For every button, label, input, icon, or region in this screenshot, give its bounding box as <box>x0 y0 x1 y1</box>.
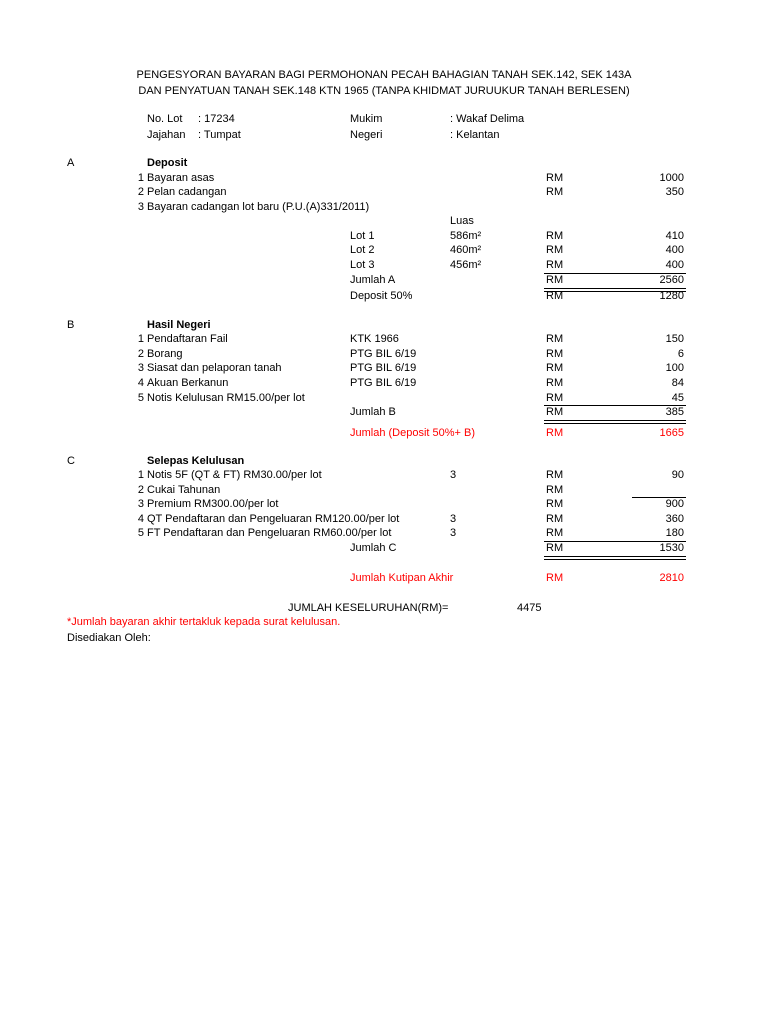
lot-amount: 410 <box>665 230 684 242</box>
currency-label: RM <box>546 377 564 389</box>
currency-label: RM <box>546 186 564 198</box>
lot-amount: 400 <box>665 259 684 271</box>
item-amount: 1000 <box>659 172 684 184</box>
jumlah-c-label: Jumlah C <box>350 542 397 554</box>
currency-label: RM <box>546 392 564 404</box>
item-amount: 150 <box>665 333 684 345</box>
lot-luas: 586m² <box>450 230 482 242</box>
item-amount: 6 <box>677 348 684 360</box>
jumlah-a-amount: 2560 <box>659 274 684 286</box>
item-label: Bayaran asas <box>147 172 215 184</box>
deposit-plus-b-label: Jumlah (Deposit 50%+ B) <box>350 427 476 439</box>
item-number: 3 <box>137 498 144 510</box>
currency-label: RM <box>546 259 564 271</box>
item-amount: 90 <box>671 469 684 481</box>
item-number: 5 <box>137 392 144 404</box>
lot-name: Lot 1 <box>350 230 375 242</box>
approval-note: *Jumlah bayaran akhir tertakluk kepada surat kelulusan. <box>67 616 341 628</box>
item-label: Cukai Tahunan <box>147 484 221 496</box>
item-number: 2 <box>137 348 144 360</box>
item-number: 3 <box>137 362 144 374</box>
jumlah-a-label: Jumlah A <box>350 274 396 286</box>
item-quantity: 3 <box>450 469 457 481</box>
deposit-plus-b-amount: 1665 <box>659 427 684 439</box>
lot-amount: 400 <box>665 244 684 256</box>
item-amount: 350 <box>665 186 684 198</box>
currency-label: RM <box>546 542 564 554</box>
double-underline <box>544 420 686 424</box>
item-number: 1 <box>137 333 144 345</box>
item-amount: 45 <box>671 392 684 404</box>
item-label: Notis 5F (QT & FT) RM30.00/per lot <box>147 469 322 481</box>
jumlah-kutipan-akhir-label: Jumlah Kutipan Akhir <box>350 572 454 584</box>
item-number: 4 <box>137 377 144 389</box>
jajahan-value: : Tumpat <box>198 129 241 141</box>
section-b-letter: B <box>67 319 75 331</box>
item-amount: 180 <box>665 527 684 539</box>
section-b-title: Hasil Negeri <box>147 319 211 331</box>
currency-label: RM <box>546 498 564 510</box>
item-amount: 84 <box>671 377 684 389</box>
section-c-letter: C <box>67 455 75 467</box>
grand-total-value: 4475 <box>517 602 542 614</box>
item-number: 4 <box>137 513 144 525</box>
prepared-by-label: Disediakan Oleh: <box>67 632 151 644</box>
mukim-label: Mukim <box>350 113 383 125</box>
currency-label: RM <box>546 230 564 242</box>
currency-label: RM <box>546 274 564 286</box>
item-label: Akuan Berkanun <box>147 377 229 389</box>
currency-label: RM <box>546 527 564 539</box>
no-lot-value: : 17234 <box>198 113 235 125</box>
negeri-label: Negeri <box>350 129 383 141</box>
item-amount: 360 <box>665 513 684 525</box>
item-quantity: 3 <box>450 513 457 525</box>
lot-luas: 456m² <box>450 259 482 271</box>
item-label: Siasat dan pelaporan tanah <box>147 362 282 374</box>
item-reference: KTK 1966 <box>350 333 399 345</box>
item-amount: 100 <box>665 362 684 374</box>
title-line-2: DAN PENYATUAN TANAH SEK.148 KTN 1965 (TANPA KHIDMAT JURUUKUR TANAH BERLESEN) <box>138 85 630 97</box>
item-number: 1 <box>137 172 144 184</box>
jumlah-kutipan-akhir-amount: 2810 <box>659 572 684 584</box>
item-label: Notis Kelulusan RM15.00/per lot <box>147 392 305 404</box>
currency-label: RM <box>546 469 564 481</box>
item-number: 2 <box>137 186 144 198</box>
negeri-value: : Kelantan <box>450 129 500 141</box>
item-label: Pelan cadangan <box>147 186 227 198</box>
currency-label: RM <box>546 244 564 256</box>
section-a-letter: A <box>67 157 75 169</box>
currency-label: RM <box>546 362 564 374</box>
item-amount: 900 <box>665 498 684 510</box>
item-label: Pendaftaran Fail <box>147 333 228 345</box>
item-number: 3 <box>137 201 144 213</box>
item-reference: PTG BIL 6/19 <box>350 362 417 374</box>
currency-label: RM <box>546 348 564 360</box>
item-label: Borang <box>147 348 183 360</box>
item-quantity: 3 <box>450 527 457 539</box>
currency-label: RM <box>546 333 564 345</box>
item-label: Premium RM300.00/per lot <box>147 498 279 510</box>
deposit-label: Deposit 50% <box>350 290 413 302</box>
luas-header: Luas <box>450 215 474 227</box>
currency-label: RM <box>546 513 564 525</box>
deposit-amount: 1280 <box>659 290 684 302</box>
mukim-value: : Wakaf Delima <box>450 113 525 125</box>
jajahan-label: Jajahan <box>147 129 186 141</box>
currency-label: RM <box>546 572 564 584</box>
lot-luas: 460m² <box>450 244 482 256</box>
currency-label: RM <box>546 427 564 439</box>
currency-label: RM <box>546 406 564 418</box>
jumlah-c-amount: 1530 <box>659 542 684 554</box>
section-c-title: Selepas Kelulusan <box>147 455 245 467</box>
no-lot-label: No. Lot <box>147 113 183 125</box>
section-a-title: Deposit <box>147 157 188 169</box>
title-line-1: PENGESYORAN BAYARAN BAGI PERMOHONAN PECAH BAHAGIAN TANAH SEK.142, SEK 143A <box>136 69 632 81</box>
jumlah-b-label: Jumlah B <box>350 406 396 418</box>
item-reference: PTG BIL 6/19 <box>350 377 417 389</box>
double-underline <box>544 556 686 560</box>
item-number: 2 <box>137 484 144 496</box>
currency-label: RM <box>546 290 564 302</box>
item-label: Bayaran cadangan lot baru (P.U.(A)331/2011) <box>147 201 370 213</box>
currency-label: RM <box>546 484 564 496</box>
jumlah-b-amount: 385 <box>665 406 684 418</box>
item-label: FT Pendaftaran dan Pengeluaran RM60.00/per lot <box>147 527 392 539</box>
item-number: 1 <box>137 469 144 481</box>
item-number: 5 <box>137 527 144 539</box>
item-reference: PTG BIL 6/19 <box>350 348 417 360</box>
lot-name: Lot 2 <box>350 244 375 256</box>
lot-name: Lot 3 <box>350 259 375 271</box>
item-label: QT Pendaftaran dan Pengeluaran RM120.00/per lot <box>147 513 400 525</box>
grand-total-label: JUMLAH KESELURUHAN(RM)= <box>288 602 449 614</box>
currency-label: RM <box>546 172 564 184</box>
